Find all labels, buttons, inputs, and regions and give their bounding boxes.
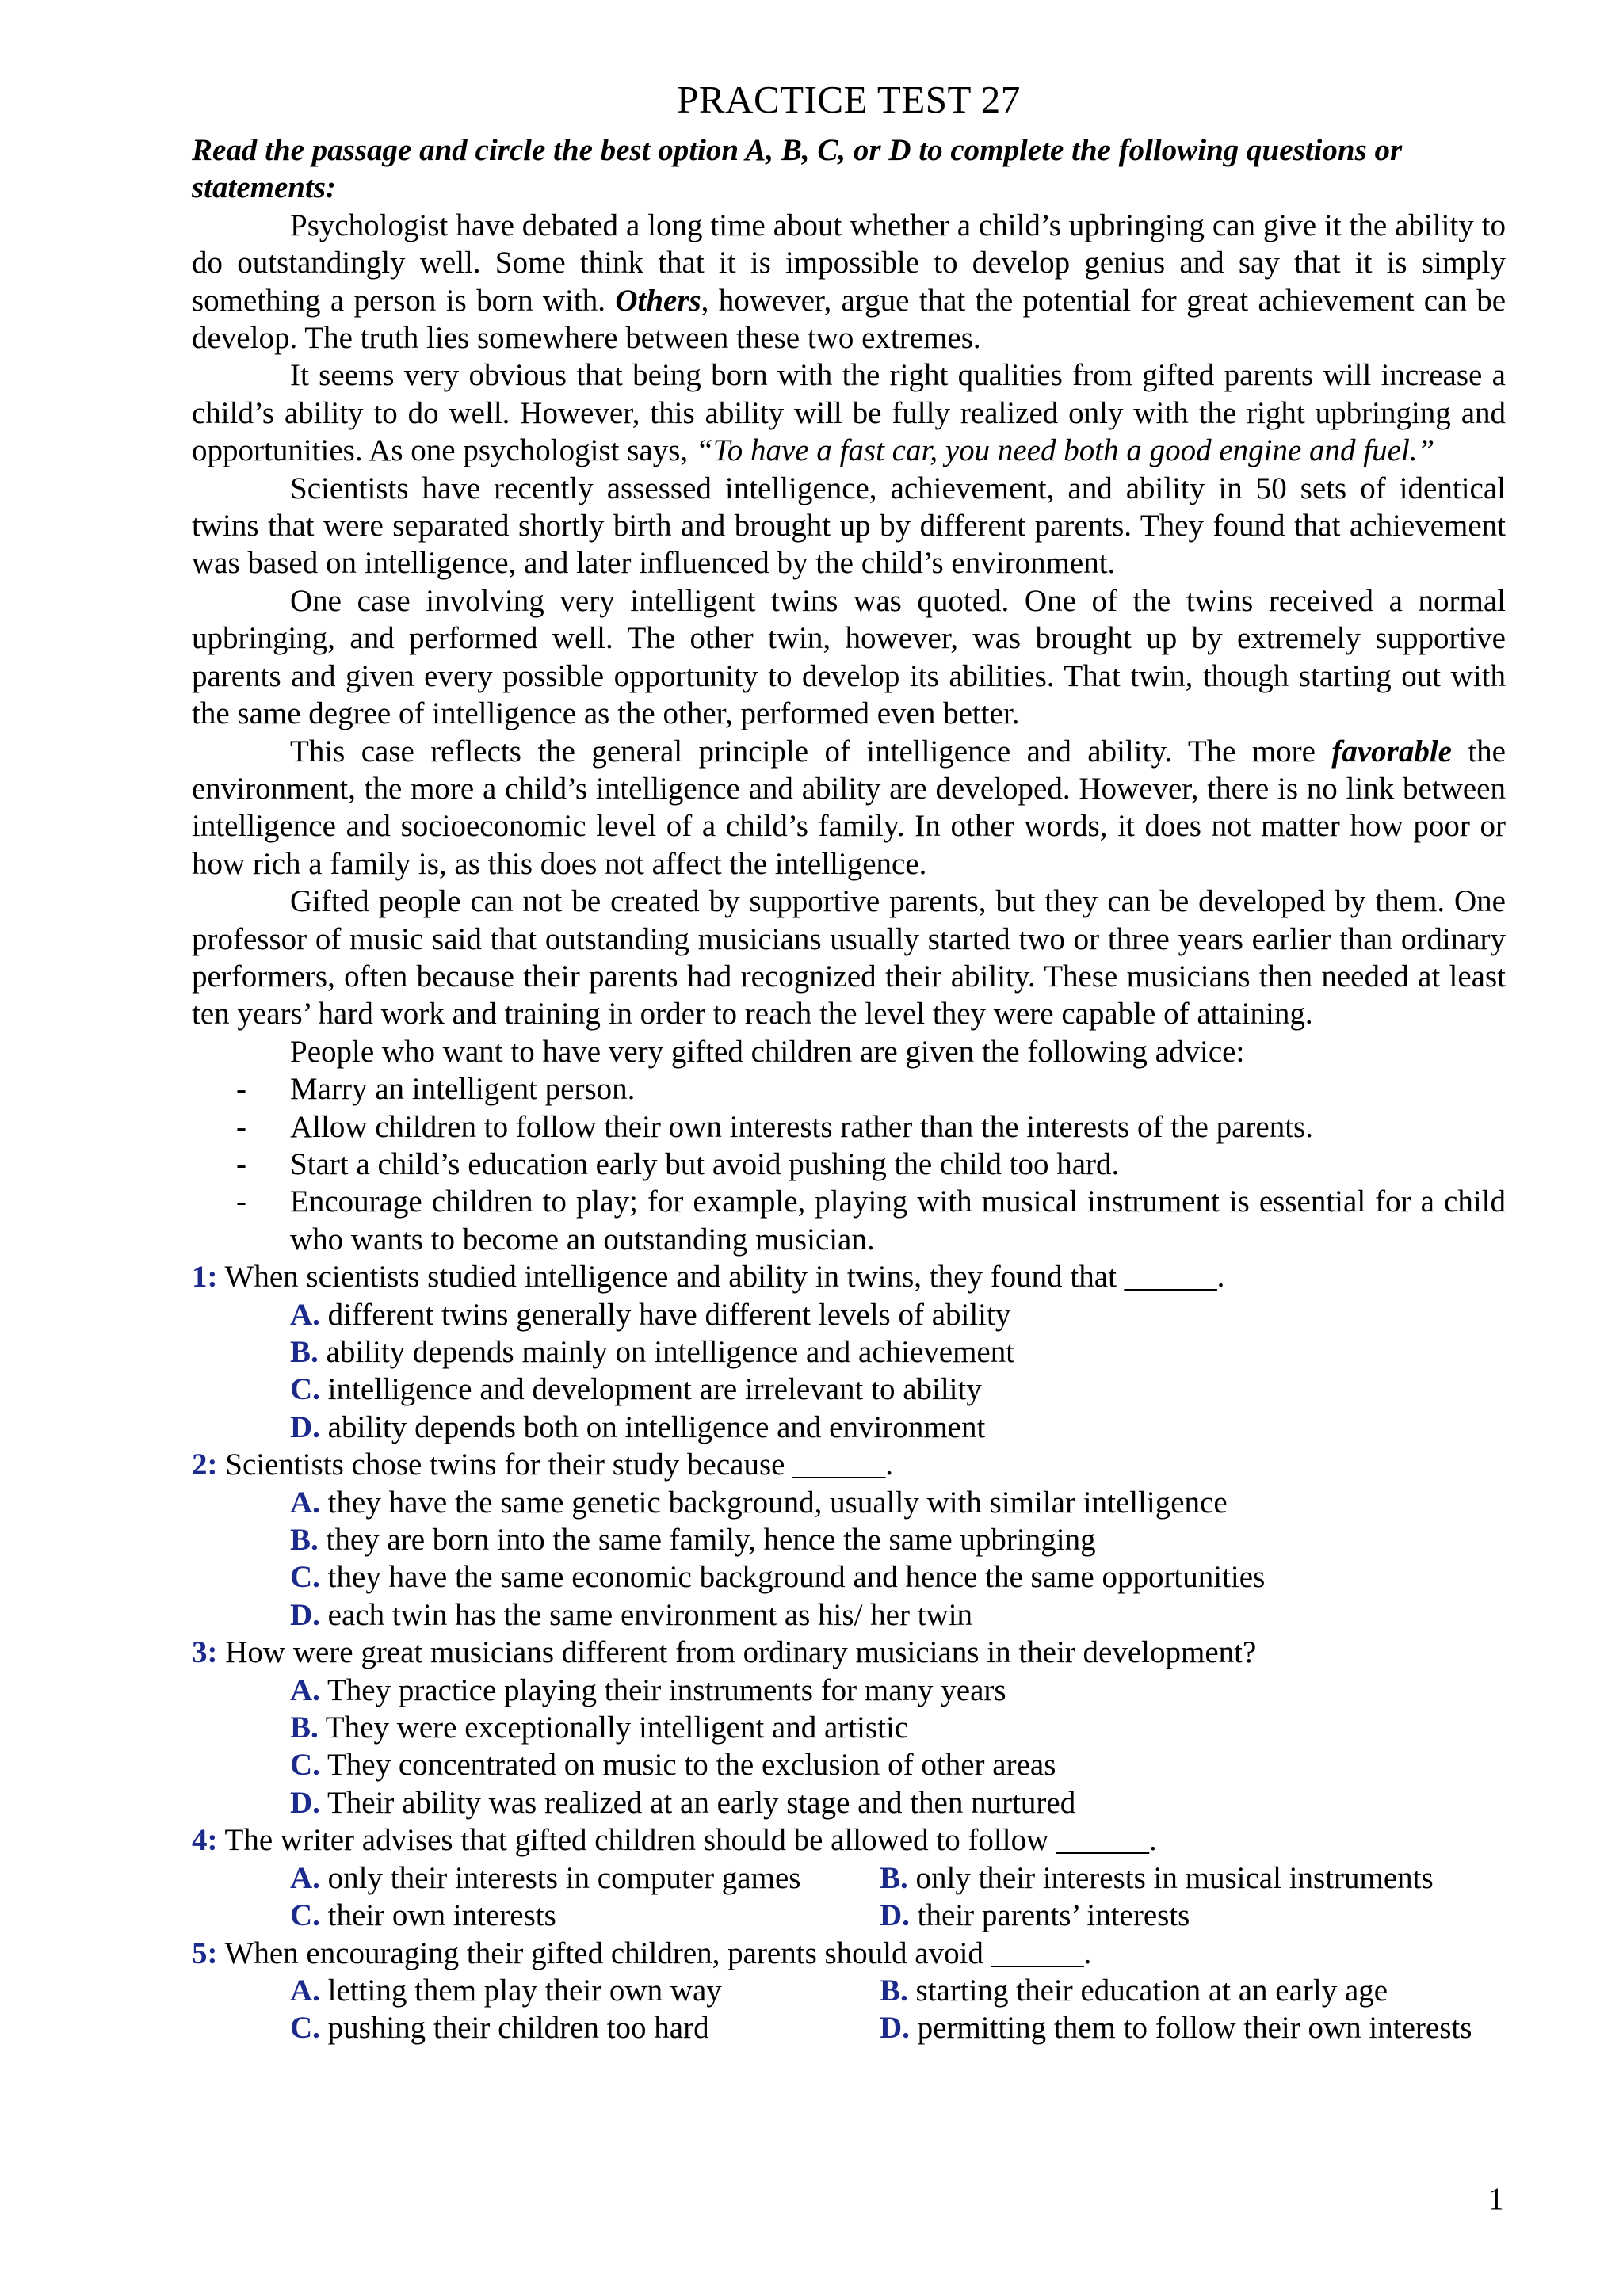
option-letter: B. xyxy=(290,1523,319,1558)
dash-marker: - xyxy=(236,1184,246,1219)
option-3d[interactable] xyxy=(192,1784,1506,1821)
option-text: pushing their children too hard xyxy=(319,2011,709,2046)
option-text: They were exceptionally intelligent and artistic xyxy=(318,1711,909,1745)
question-2 xyxy=(192,1446,1506,1483)
option-4c[interactable] xyxy=(290,1897,880,1934)
dash-marker: - xyxy=(236,1072,246,1107)
option-text: each twin has the same environment as his/ her twin xyxy=(319,1597,973,1632)
list-item xyxy=(192,1183,1506,1258)
options-grid-5 xyxy=(192,1972,1506,2047)
option-letter: D. xyxy=(290,1409,320,1444)
question-4 xyxy=(192,1821,1506,1859)
option-3c[interactable] xyxy=(192,1746,1506,1783)
text-span: , however, argue that the potential for great achievement can be develop. The truth lies somewhere between these two extremes. xyxy=(192,283,1507,356)
option-1c[interactable] xyxy=(192,1371,1506,1408)
option-text: They practice playing their instruments for many years xyxy=(319,1672,1006,1707)
option-text: Their ability was realized at an early stage and then nurtured xyxy=(319,1785,1076,1820)
passage-paragraph-1 xyxy=(192,207,1506,357)
option-letter: A. xyxy=(290,1860,320,1895)
option-4a[interactable] xyxy=(290,1859,880,1897)
option-5b[interactable] xyxy=(880,1972,1506,2009)
option-text: they have the same genetic background, usually with similar intelligence xyxy=(319,1485,1228,1520)
option-text: permitting them to follow their own interests xyxy=(909,2011,1472,2046)
question-text: When scientists studied intelligence and ability in twins, they found that ______. xyxy=(217,1260,1225,1295)
advice-intro: People who want to have very gifted children are given the following advice: xyxy=(290,1034,1245,1069)
list-item-text: Encourage children to play; for example, playing with musical instrument is essential for a child who wants to become an outstanding musician. xyxy=(290,1184,1506,1257)
list-item-text: Start a child’s education early but avoid pushing the child too hard. xyxy=(290,1146,1120,1181)
option-letter: D. xyxy=(290,1785,320,1820)
list-item xyxy=(192,1108,1506,1146)
option-text: They concentrated on music to the exclusion of other areas xyxy=(319,1748,1056,1783)
emphasis-word: Others xyxy=(615,283,701,318)
option-letter: A. xyxy=(290,1485,320,1520)
options-grid-4 xyxy=(192,1859,1506,1935)
text-span: the environment, the more a child’s intelligence and ability are developed. However, there is no link between intelligence and socioeconomic level of a child’s family. In other words, it does not matter how poor or how rich a family is, as this does not affect the intelligence. xyxy=(192,734,1506,881)
option-3b[interactable] xyxy=(192,1709,1506,1746)
option-text: ability depends both on intelligence and environment xyxy=(319,1409,986,1444)
option-1a[interactable] xyxy=(192,1296,1506,1333)
option-2d[interactable] xyxy=(192,1596,1506,1634)
instruction: Read the passage and circle the best option A, B, C, or D to complete the following questions or statements: xyxy=(192,133,1403,205)
question-number: 1: xyxy=(192,1260,218,1295)
option-text: their own interests xyxy=(319,1898,556,1933)
dash-marker: - xyxy=(236,1109,246,1144)
list-item xyxy=(192,1070,1506,1108)
option-text: only their interests in computer games xyxy=(319,1860,801,1895)
option-text: letting them play their own way xyxy=(319,1973,722,2008)
option-text: starting their education at an early age xyxy=(907,1973,1388,2008)
page-number: 1 xyxy=(1488,2182,1504,2216)
option-letter: B. xyxy=(880,1973,908,2008)
option-letter: D. xyxy=(880,1898,910,1933)
option-4d[interactable] xyxy=(880,1897,1506,1934)
question-text: How were great musicians different from ordinary musicians in their development? xyxy=(217,1635,1257,1670)
passage-paragraph-6: Gifted people can not be created by supportive parents, but they can be developed by them. One professor of music said that outstanding musicians usually started two or three years earlier than ordinary performers, often because their parents had recognized their ability. These musicians then needed at least ten years’ hard work and training in order to reach the level they were capable of attaining. xyxy=(192,884,1506,1032)
question-number: 2: xyxy=(192,1447,218,1482)
list-item xyxy=(192,1146,1506,1183)
option-letter: C. xyxy=(290,1372,320,1407)
question-text: When encouraging their gifted children, parents should avoid ______. xyxy=(217,1936,1092,1970)
text-span: It seems very obvious that being born with the right qualities from gifted parents will increase a child’s ability to do well. However, this ability will be fully realized only with the right upbringing and opportunities. As one psychologist says, xyxy=(192,358,1506,468)
question-number: 5: xyxy=(192,1936,218,1970)
option-letter: B. xyxy=(290,1335,319,1369)
option-letter: B. xyxy=(880,1860,908,1895)
option-letter: A. xyxy=(290,1973,320,2008)
dash-marker: - xyxy=(236,1146,246,1181)
option-5c[interactable] xyxy=(290,2009,880,2046)
list-item-text: Marry an intelligent person. xyxy=(290,1072,636,1107)
question-number: 4: xyxy=(192,1823,218,1858)
option-letter: C. xyxy=(290,1748,320,1783)
passage-paragraph-2 xyxy=(192,357,1506,469)
option-letter: D. xyxy=(880,2011,910,2046)
option-5a[interactable] xyxy=(290,1972,880,2009)
option-4b[interactable] xyxy=(880,1859,1506,1897)
option-text: ability depends mainly on intelligence and achievement xyxy=(318,1335,1015,1369)
question-number: 3: xyxy=(192,1635,218,1670)
option-3a[interactable] xyxy=(192,1672,1506,1709)
option-text: only their interests in musical instruments xyxy=(907,1860,1434,1895)
question-3 xyxy=(192,1634,1506,1671)
question-5 xyxy=(192,1935,1506,1972)
option-letter: B. xyxy=(290,1711,319,1745)
option-1d[interactable] xyxy=(192,1409,1506,1446)
passage-paragraph-5 xyxy=(192,733,1506,883)
option-text: they have the same economic background and hence the same opportunities xyxy=(319,1560,1266,1595)
quote: “To have a fast car, you need both a good engine and fuel.” xyxy=(695,433,1435,468)
list-item-text: Allow children to follow their own interests rather than the interests of the parents. xyxy=(290,1109,1313,1144)
option-letter: A. xyxy=(290,1297,320,1332)
passage-paragraph-3: Scientists have recently assessed intelligence, achievement, and ability in 50 sets of identical twins that were separated shortly birth and brought up by different parents. They found that achievement was based on intelligence, and later influenced by the child’s environment. xyxy=(192,471,1506,581)
option-text: they are born into the same family, hence the same upbringing xyxy=(318,1523,1096,1558)
option-letter: C. xyxy=(290,1560,320,1595)
option-letter: C. xyxy=(290,2011,320,2046)
question-text: The writer advises that gifted children should be allowed to follow ______. xyxy=(217,1823,1157,1858)
passage-paragraph-4: One case involving very intelligent twins was quoted. One of the twins received a normal upbringing, and performed well. The other twin, however, was brought up by extremely supportive parents and given every possible opportunity to develop its abilities. That twin, though starting out with the same degree of intelligence as the other, performed even better. xyxy=(192,583,1506,731)
option-letter: C. xyxy=(290,1898,320,1933)
option-1b[interactable] xyxy=(192,1333,1506,1371)
option-letter: D. xyxy=(290,1597,320,1632)
question-1 xyxy=(192,1258,1506,1295)
emphasis-word: favorable xyxy=(1331,734,1452,769)
advice-list xyxy=(192,1070,1506,1258)
text-span: This case reflects the general principle of intelligence and ability. The more xyxy=(290,734,1332,769)
option-5d[interactable] xyxy=(880,2009,1506,2046)
text-span: Psychologist have debated a long time about whether a child’s upbringing can give it the ability to do outstandingly well. Some think that it is impossible to develop genius and say that it is simply something a person is born with. xyxy=(192,208,1506,318)
page-title: PRACTICE TEST 27 xyxy=(677,78,1021,121)
option-text: intelligence and development are irrelevant to ability xyxy=(319,1372,982,1407)
option-2a[interactable] xyxy=(192,1484,1506,1521)
question-text: Scientists chose twins for their study because ______. xyxy=(217,1447,893,1482)
page-content xyxy=(192,76,1506,2047)
option-letter: A. xyxy=(290,1672,320,1707)
option-2b[interactable] xyxy=(192,1521,1506,1558)
option-text: different twins generally have different levels of ability xyxy=(319,1297,1011,1332)
option-2c[interactable] xyxy=(192,1558,1506,1596)
option-text: their parents’ interests xyxy=(909,1898,1190,1933)
